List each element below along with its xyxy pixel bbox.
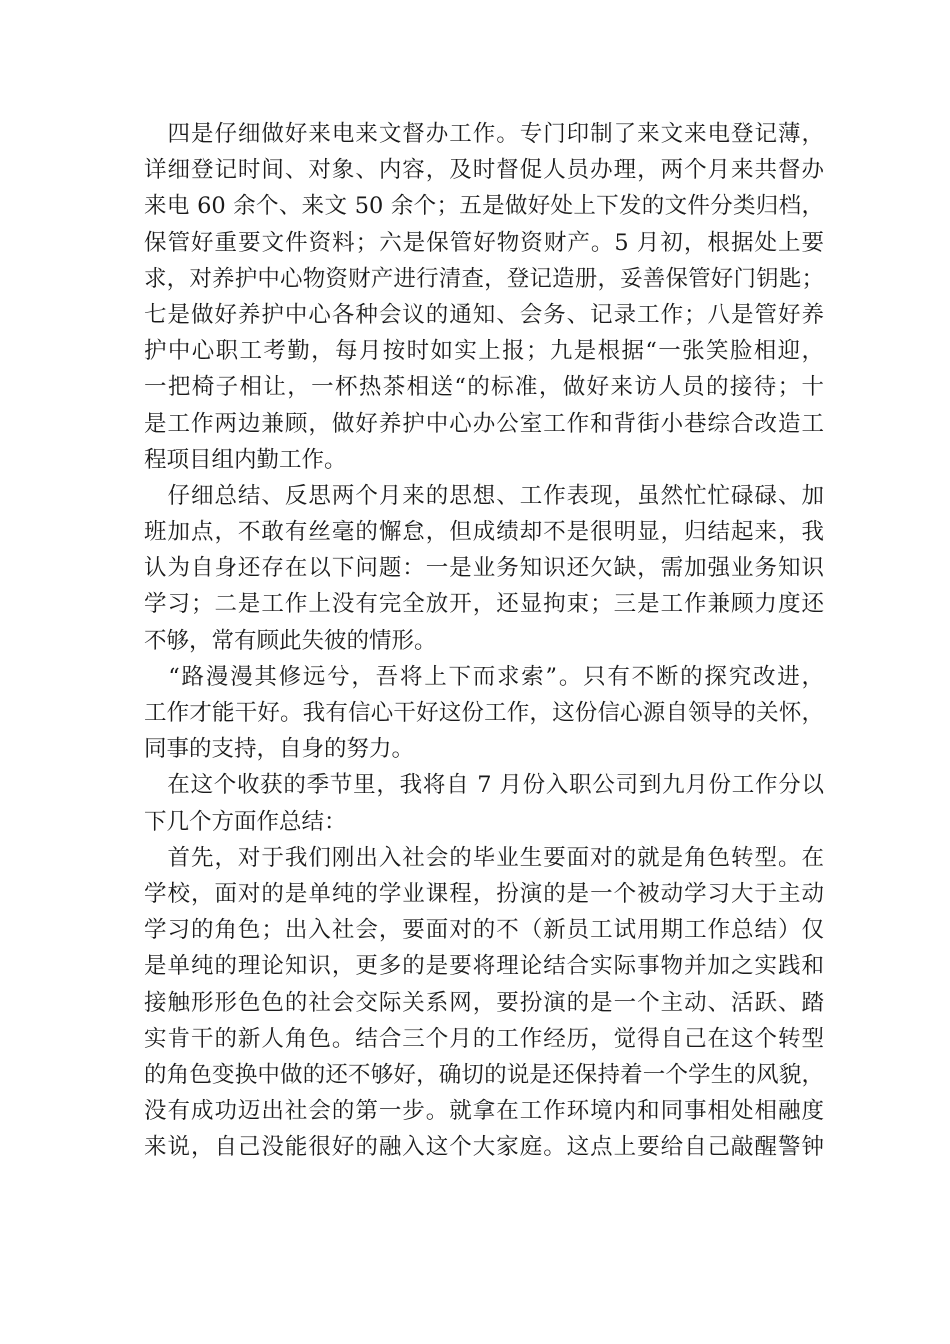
text-line: 七是做好养护中心各种会议的通知、会务、记录工作；八是管好养 (144, 301, 824, 328)
text-line: 学习；二是工作上没有完全放开，还显拘束；三是工作兼顾力度还 (144, 591, 824, 618)
text-line: 程项目组内勤工作。 (144, 446, 347, 473)
text-line: 来说，自己没能很好的融入这个大家庭。这点上要给自己敲醒警钟 (144, 1134, 824, 1161)
text-line: 学校，面对的是单纯的学业课程，扮演的是一个被动学习大于主动 (144, 880, 824, 907)
text-line: 实肯干的新人角色。结合三个月的工作经历，觉得自己在这个转型 (144, 1025, 824, 1052)
text-line: 不够，常有顾此失彼的情形。 (144, 627, 437, 654)
text-line: 工作才能干好。我有信心干好这份工作，这份信心源自领导的关怀， (144, 700, 824, 726)
paragraph-first-point (144, 840, 824, 1166)
text-line: “路漫漫其修远兮，吾将上下而求索”。只有不断的探究改进， (144, 663, 824, 690)
paragraph-quote (144, 659, 824, 768)
text-line: 接触形形色色的社会交际关系网，要扮演的是一个主动、活跃、踏 (144, 989, 824, 1016)
text-line: 详细登记时间、对象、内容，及时督促人员办理，两个月来共督办 (144, 157, 824, 184)
text-line: 是工作两边兼顾，做好养护中心办公室工作和背街小巷综合改造工 (144, 410, 824, 437)
text-line: 四是仔细做好来电来文督办工作。专门印制了来文来电登记薄， (144, 121, 824, 147)
text-line: 没有成功迈出社会的第一步。就拿在工作环境内和同事相处相融度 (144, 1098, 824, 1125)
text-line: 在这个收获的季节里，我将自 7 月份入职公司到九月份工作分以 (144, 772, 824, 799)
text-line: 是单纯的理论知识，更多的是要将理论结合实际事物并加之实践和 (144, 953, 824, 980)
text-line: 仔细总结、反思两个月来的思想、工作表现，虽然忙忙碌碌、加 (144, 482, 824, 509)
text-line: 下几个方面作总结： (144, 808, 347, 835)
text-line: 求，对养护中心物资财产进行清查，登记造册，妥善保管好门钥匙； (144, 265, 824, 292)
text-line: 学习的角色；出入社会，要面对的不（新员工试用期工作总结）仅 (144, 917, 824, 944)
text-line: 保管好重要文件资料；六是保管好物资财产。5 月初，根据处上要 (144, 229, 824, 256)
text-line: 同事的支持，自身的努力。 (144, 736, 415, 763)
text-line: 一把椅子相让，一杯热茶相送“的标准，做好来访人员的接待；十 (144, 374, 824, 401)
text-line: 班加点，不敢有丝毫的懈怠，但成绩却不是很明显，归结起来，我 (144, 519, 824, 546)
text-line: 护中心职工考勤，每月按时如实上报；九是根据“一张笑脸相迎， (144, 338, 824, 365)
paragraph-intro (144, 767, 824, 839)
text-line: 的角色变换中做的还不够好，确切的说是还保持着一个学生的风貌， (144, 1061, 824, 1088)
text-line: 首先，对于我们刚出入社会的毕业生要面对的就是角色转型。在 (144, 844, 824, 871)
document-body (144, 116, 824, 1165)
paragraph-reflection (144, 478, 824, 659)
text-line: 来电 60 余个、来文 50 余个；五是做好处上下发的文件分类归档， (144, 193, 824, 220)
text-line: 认为自身还存在以下问题：一是业务知识还欠缺，需加强业务知识 (144, 555, 824, 582)
paragraph-duties (144, 116, 824, 478)
